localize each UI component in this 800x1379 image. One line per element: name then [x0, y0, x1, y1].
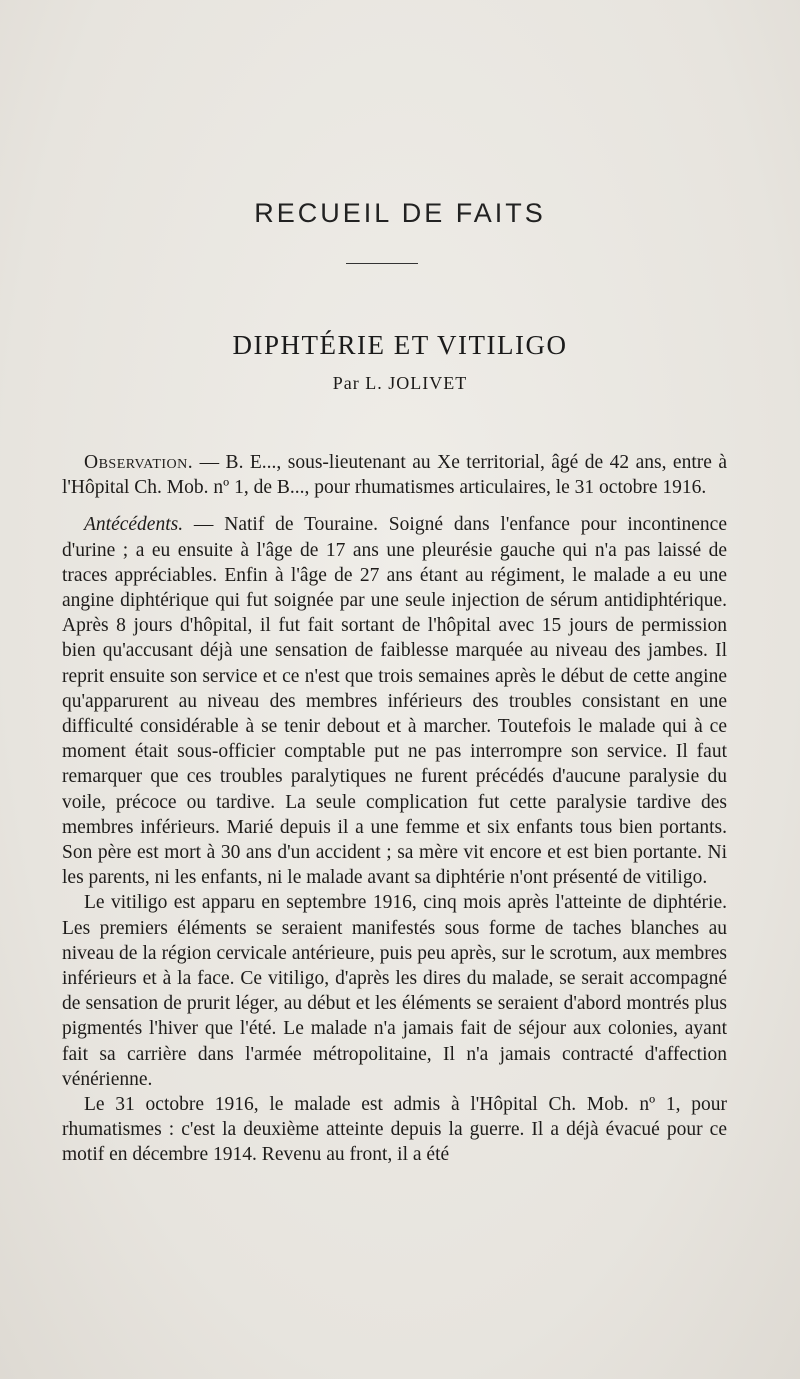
observation-lead: Observation. [84, 452, 194, 473]
vitiligo-paragraph: Le vitiligo est apparu en septembre 1916, cinq mois après l'atteinte de diphtérie. Les premiers éléments se seraient manifestés sous forme de taches blanches au niveau de la région cervicale antérieure, puis peu après, sur le scrotum, aux membres inférieurs et à la face. Ce vitiligo, d'après les dires du malade, se serait accompagné de sensation de prurit léger, au début et les éléments se seraient d'abord montrés plus pigmentés l'hiver que l'été. Le malade n'a jamais fait de séjour aux colonies, ayant fait sa carrière dans l'armée métropolitaine, Il n'a jamais contracté d'affection vénérienne. [62, 892, 727, 1090]
observation-text: — B. E..., sous-lieutenant au Xe territorial, âgé de 42 ans, entre à l'Hôpital Ch. Mob. nº 1, de B..., pour rhumatismes articulaires, le 31 octobre 1916. [62, 452, 727, 499]
byline: Par L. JOLIVET [332, 373, 468, 393]
observation-paragraph [62, 450, 727, 500]
antecedents-paragraph [62, 512, 727, 890]
admission-paragraph: Le 31 octobre 1916, le malade est admis à l'Hôpital Ch. Mob. nº 1, pour rhumatismes : c'est la deuxième atteinte depuis la guerre. Il a déjà évacué pour ce motif en décembre 1914. Revenu au front, il a été [62, 1094, 727, 1166]
section-title: RECUEIL DE FAITS [254, 198, 546, 228]
antecedents-text: — Natif de Touraine. Soigné dans l'enfance pour incontinence d'urine ; a eu ensuite à l'âge de 17 ans une pleurésie gauche qui n'a pas laissé de traces appréciables. Enfin à l'âge de 27 ans étant au régiment, le malade a eu une angine diphtérique qui fut soignée par une seule injection de sérum antidiphtérique. Après 8 jours d'hôpital, il fut fait sortant de l'hôpital avec 15 jours de permission bien qu'accusant déjà une sensation de faiblesse marquée au niveau des jambes. Il reprit ensuite son service et ce n'est que trois semaines après le début de cette angine qu'apparurent au niveau des membres inférieurs des troubles consistant en une difficulté considérable à se tenir debout et à marcher. Toutefois le malade qui à ce moment était sous-officier comptable put ne pas interrompre son service. Il faut remarquer que ces troubles paralytiques ne furent précédés d'aucune paralysie du voile, précoce ou tardive. La seule complication fut cette paralysie tardive des membres inférieurs. Marié depuis il a une femme et six enfants tous bien portants. Son père est mort à 30 ans d'un accident ; sa mère vit encore et est bien portante. Ni les parents, ni les enfants, ni le malade avant sa diphtérie n'ont présenté de vitiligo. [62, 514, 727, 889]
article-body [62, 450, 727, 1168]
title-rule [346, 263, 418, 264]
article-title: DIPHTÉRIE ET VITILIGO [232, 330, 568, 360]
antecedents-lead: Antécédents. [84, 514, 184, 536]
